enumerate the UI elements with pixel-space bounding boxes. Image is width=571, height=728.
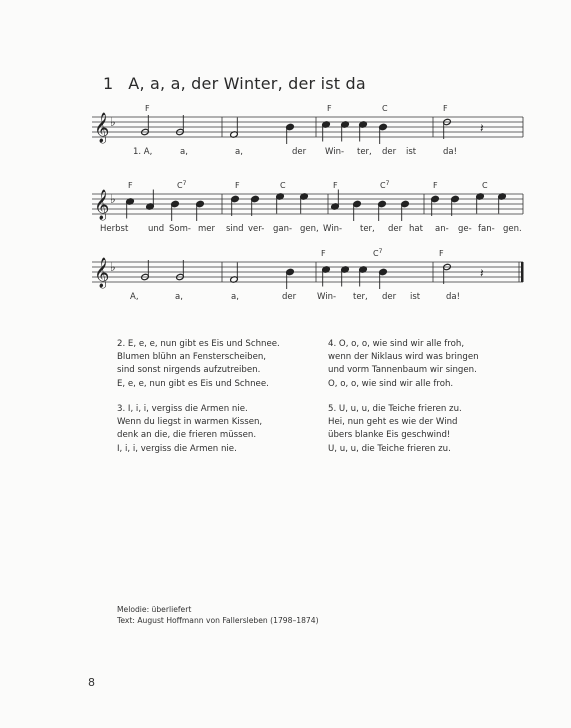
lyric-syllable: Win- [323, 224, 343, 234]
lyric-syllable: Herbst [100, 224, 129, 234]
lyric-syllable: gen. [503, 224, 522, 234]
chord-symbol: C [382, 104, 388, 113]
lyric-syllable: der [388, 224, 403, 234]
text-credit: Text: August Hoffmann von Fallersleben (1798–1874) [117, 616, 319, 625]
song-number: 1 [103, 74, 114, 93]
lyric-syllable: a, [235, 147, 243, 157]
lyric-syllable: Win- [317, 292, 337, 302]
lyric-syllable: Som- [169, 224, 191, 234]
chord-symbol: F [235, 181, 240, 190]
chord-symbol: C [280, 181, 286, 190]
sheet-music [0, 0, 571, 340]
lyric-syllable: a, [175, 292, 183, 302]
song-title: A, a, a, der Winter, der ist da [128, 74, 366, 93]
lyric-syllable: ist [410, 292, 421, 302]
verse-3: 3. I, i, i, vergiss die Armen nie. Wenn du liegst in warmen Kissen, denk an die, die frieren müssen. I, i, i, vergiss die Armen nie. [117, 404, 263, 454]
chord-symbol: C [482, 181, 488, 190]
flat-key-signature-icon: ♭ [110, 115, 116, 129]
lyric-syllable: gen, [300, 224, 319, 234]
chord-symbol: F [321, 249, 326, 258]
quarter-rest-icon: 𝄽 [480, 266, 484, 280]
flat-key-signature-icon: ♭ [110, 192, 116, 206]
lyric-syllable: der [382, 147, 397, 157]
chord-symbol: $C^7$ [373, 248, 383, 258]
lyric-syllable: hat [409, 224, 423, 234]
lyric-syllable: ter, [353, 292, 368, 302]
page-number: 8 [88, 676, 95, 689]
lyric-syllable: und [148, 224, 165, 234]
lyric-syllable: fan- [478, 224, 495, 234]
quarter-rest-icon: 𝄽 [480, 121, 484, 135]
chord-symbol: F [327, 104, 332, 113]
chord-symbol: $C^7$ [177, 180, 187, 190]
lyric-syllable: der [382, 292, 397, 302]
chord-symbol: $C^7$ [380, 180, 390, 190]
lyric-syllable: ter, [357, 147, 372, 157]
final-barline [521, 262, 524, 282]
verse-4: 4. O, o, o, wie sind wir alle froh, wenn der Niklaus wird was bringen und vorm Tannenbaum wir singen. O, o, o, wie sind wir alle froh. [328, 339, 479, 389]
chord-symbol: F [433, 181, 438, 190]
lyric-syllable: ist [406, 147, 417, 157]
lyric-syllable: a, [231, 292, 239, 302]
chord-symbol: F [439, 249, 444, 258]
verse-5: 5. U, u, u, die Teiche frieren zu. Hei, nun geht es wie der Wind übers blanke Eis geschwind! U, u, u, die Teiche frieren zu. [328, 404, 462, 454]
verse-2: 2. E, e, e, nun gibt es Eis und Schnee. Blumen blühn an Fensterscheiben, sind sonst nirgends aufzutreiben. E, e, e, nun gibt es Eis und Schnee. [117, 339, 280, 389]
treble-clef-icon: 𝄞 [94, 190, 110, 220]
lyric-syllable: ge- [458, 224, 472, 234]
chord-symbol: F [333, 181, 338, 190]
lyric-syllable: ter, [360, 224, 375, 234]
lyric-syllable: da! [443, 147, 458, 157]
flat-key-signature-icon: ♭ [110, 260, 116, 274]
credits [117, 604, 319, 626]
treble-clef-icon: 𝄞 [94, 113, 110, 143]
lyric-syllable: sind [226, 224, 244, 234]
chord-symbol: F [443, 104, 448, 113]
lyric-syllable: A, [130, 292, 139, 302]
lyric-syllable: an- [435, 224, 449, 234]
lyric-syllable: ver- [248, 224, 265, 234]
lyric-syllable: a, [180, 147, 188, 157]
lyric-syllable: da! [446, 292, 461, 302]
lyric-syllable: der [292, 147, 307, 157]
chord-symbol: F [128, 181, 133, 190]
lyric-syllable: Win- [325, 147, 345, 157]
chord-symbol: F [145, 104, 150, 113]
lyric-syllable: mer [198, 224, 216, 234]
melody-credit: Melodie: überliefert [117, 605, 192, 614]
lyric-syllable: 1. A, [133, 147, 153, 157]
lyric-syllable: der [282, 292, 297, 302]
treble-clef-icon: 𝄞 [94, 258, 110, 288]
lyric-syllable: gan- [273, 224, 293, 234]
